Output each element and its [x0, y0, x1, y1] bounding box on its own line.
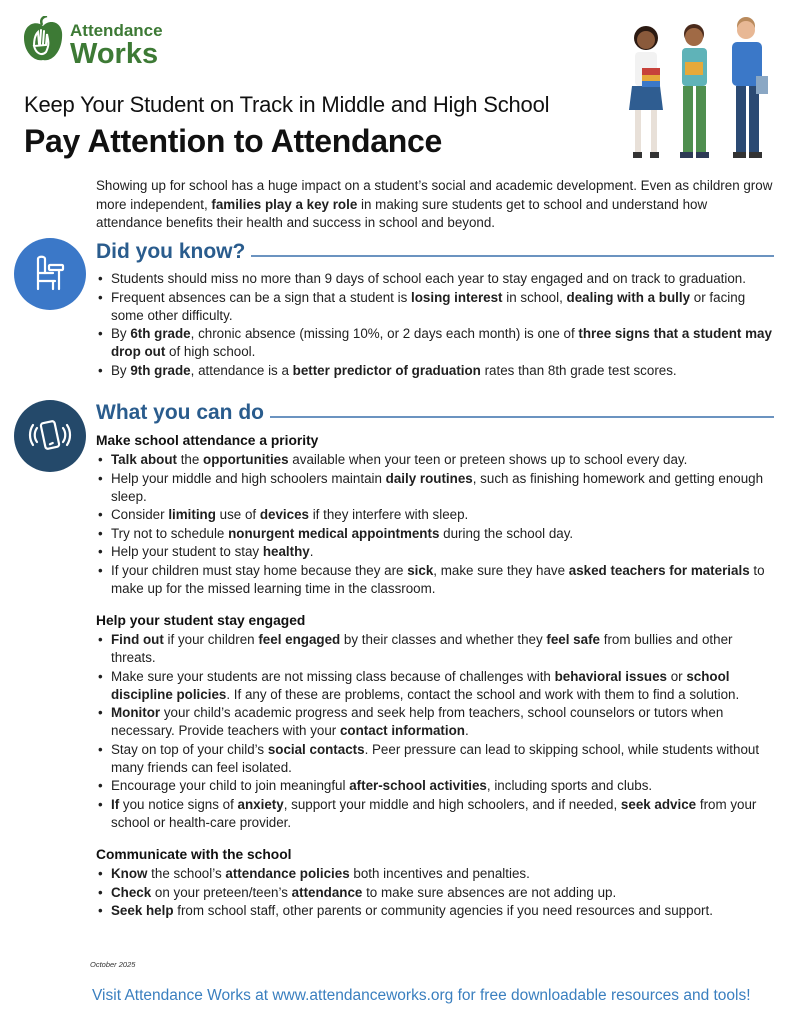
list-item: • Frequent absences can be a sign that a student is losing interest in school, dealing with a bully or facing some other difficulty.: [96, 289, 780, 325]
apple-hand-icon: [20, 16, 66, 66]
list-item: • Find out if your children feel engaged by their classes and whether they feel safe from bullies and other threats.: [96, 631, 780, 667]
logo-line2: Works: [70, 38, 159, 70]
heading-rule: [270, 416, 774, 418]
what-you-can-do-heading: What you can do: [96, 401, 264, 424]
school-desk-icon: [14, 238, 86, 310]
list-item: • Check on your preteen/teen’s attendance to make sure absences are not adding up.: [96, 884, 780, 902]
phone-ringing-icon: [14, 400, 86, 472]
student-boy-right: [732, 17, 768, 158]
did-you-know-list: [96, 270, 780, 380]
page-subtitle: Keep Your Student on Track in Middle and High School: [24, 92, 550, 117]
publication-date: October 2025: [90, 960, 136, 969]
page-title: Pay Attention to Attendance: [24, 123, 442, 159]
section-subheading: Help your student stay engaged: [96, 613, 306, 628]
list-item: • Talk about the opportunities available when your teen or preteen shows up to school every day.: [96, 451, 780, 469]
list-item: • If you notice signs of anxiety, support your middle and high schoolers, and if needed, seek advice from your school or health-care provider.: [96, 796, 780, 832]
list-item: • Encourage your child to join meaningful after-school activities, including sports and clubs.: [96, 777, 780, 795]
engaged-section: [96, 613, 780, 832]
priority-section: [96, 433, 780, 598]
intro-paragraph: Showing up for school has a huge impact on a student’s social and academic development. Even as children grow more independent, families play a key role in making sure students get to school and understand how attendance benefits their health and success in school and beyond.: [96, 178, 773, 230]
student-girl: [629, 26, 663, 158]
students-illustration: [620, 12, 780, 167]
did-you-know-header: [96, 240, 774, 264]
list-item: • By 9th grade, attendance is a better predictor of graduation rates than 8th grade test scores.: [96, 362, 780, 380]
student-boy-middle: [680, 24, 709, 158]
list-item: • Know the school’s attendance policies both incentives and penalties.: [96, 865, 780, 883]
list-item: • Monitor your child’s academic progress and seek help from teachers, school counselors or tutors when necessary. Provide teachers with your contact information.: [96, 704, 780, 740]
what-you-can-do-header: [96, 401, 774, 425]
section-subheading: Make school attendance a priority: [96, 433, 319, 448]
list-item: • Consider limiting use of devices if they interfere with sleep.: [96, 506, 780, 524]
list-item: • By 6th grade, chronic absence (missing 10%, or 2 days each month) is one of three signs that a student may drop out of high school.: [96, 325, 780, 361]
list-item: • Students should miss no more than 9 days of school each year to stay engaged and on track to graduation.: [96, 270, 780, 288]
list-item: • Seek help from school staff, other parents or community agencies if you need resources and support.: [96, 902, 780, 920]
section-subheading: Communicate with the school: [96, 847, 292, 862]
footer-link[interactable]: Visit Attendance Works at www.attendanceworks.org for free downloadable resources and tools!: [92, 987, 751, 1004]
logo-line1: Attendance: [70, 21, 163, 40]
attendance-works-logo: [20, 14, 170, 70]
list-item: • Help your student to stay healthy.: [96, 543, 780, 561]
communicate-section: [96, 847, 780, 921]
list-item: • Make sure your students are not missing class because of challenges with behavioral issues or school discipline policies. If any of these are problems, contact the school and work with them to find a solution.: [96, 668, 780, 704]
list-item: • Try not to schedule nonurgent medical appointments during the school day.: [96, 525, 780, 543]
list-item: • Stay on top of your child’s social contacts. Peer pressure can lead to skipping school, while students without many friends can feel isolated.: [96, 741, 780, 777]
list-item: • If your children must stay home because they are sick, make sure they have asked teachers for materials to make up for the missed learning time in the classroom.: [96, 562, 780, 598]
heading-rule: [251, 255, 774, 257]
list-item: • Help your middle and high schoolers maintain daily routines, such as finishing homework and getting enough sleep.: [96, 470, 780, 506]
did-you-know-heading: Did you know?: [96, 240, 246, 263]
